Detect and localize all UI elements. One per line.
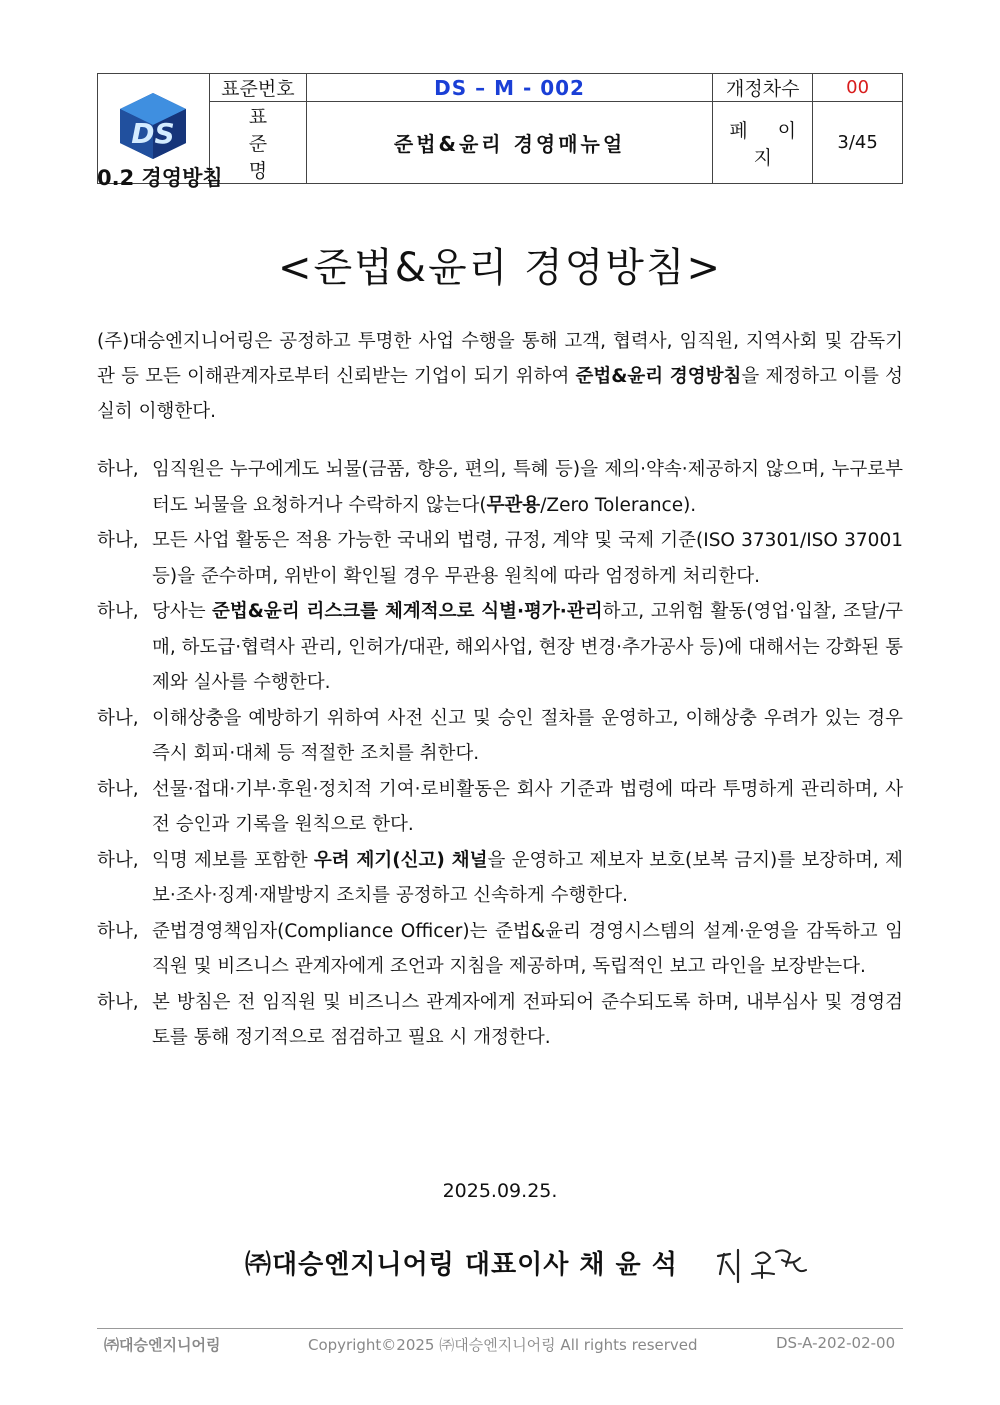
clause-text-end: 하고, 고위험 활동(영업·입찰, 조달/구매, 하도급·협력사 관리, 인허가/대관, 해외사업, 현장 변경·추가공사 등)에 대해서는 강화된 통제와 실사를 수행한다. [152,601,903,693]
policy-clauses [97,452,903,1056]
clause-bold: 우려 제기(신고) 채널 [313,849,488,871]
intro-text-end: 을 제정하고 이를 성실히 이행한다. [97,366,904,422]
clause-text: 이해상충을 예방하기 위하여 사전 신고 및 승인 절차를 운영하고, 이해상충 우려가 있는 경우 즉시 회피·대체 등 적절한 조치를 취한다. [152,707,903,764]
clause-text: 당사는 [152,601,212,622]
signatory-line: ㈜대승엔지니어링 대표이사 채 윤 석 [245,1250,678,1280]
clause-text-end: 을 운영하고 제보자 보호(보복 금지)를 보장하며, 제보·조사·징계·재발방지 조치를 공정하고 신속하게 수행한다. [152,849,903,906]
clause-item [97,701,903,772]
clause-item [97,594,903,701]
intro-text: (주)대승엔지니어링은 공정하고 투명한 사업 수행을 통해 고객, 협력사, 임직원, 지역사회 및 감독기관 등 모든 이해관계자로부터 신뢰받는 기업이 되기 위하여 [97,331,903,387]
std-name-label: 표 준 명 [209,102,306,184]
svg-text:DS: DS [131,117,176,150]
clause-item [97,843,903,914]
policy-title: <준법&윤리 경영방침> [277,245,723,291]
intro-bold: 준법&윤리 경영방침 [575,366,742,387]
page-value: 3/45 [813,102,903,184]
std-name-value: 준법&윤리 경영매뉴얼 [306,102,713,184]
footer-copyright: Copyright©2025 ㈜대승엔지니어링 All rights reserved [308,1336,698,1354]
section-heading: 0.2 경영방침 [97,166,223,190]
clause-prefix: 하나, [97,849,139,871]
clause-prefix: 하나, [97,601,139,622]
ds-logo-icon [116,91,190,161]
clause-text: 모든 사업 활동은 적용 가능한 국내외 법령, 규정, 계약 및 국제 기준(ISO 37301/ISO 37001 등)을 준수하며, 위반이 확인될 경우 무관용 원칙에 따라 엄정하게 처리한다. [152,530,903,587]
footer-doc-code: DS-A-202-02-00 [776,1334,896,1352]
clause-text: 임직원은 누구에게도 뇌물(금품, 향응, 편의, 특혜 등)을 제의·약속·제공하지 않으며, 누구로부터도 뇌물을 요청하거나 수락하지 않는다( [152,459,903,516]
clause-bold: 무관용 [486,494,541,516]
clause-text: 선물·접대·기부·후원·정치적 기여·로비활동은 회사 기준과 법령에 따라 투명하게 관리하며, 사전 승인과 기록을 원칙으로 한다. [152,778,903,835]
clause-text-end: /Zero Tolerance). [540,494,697,516]
clause-text: 본 방침은 전 임직원 및 비즈니스 관계자에게 전파되어 준수되도록 하며, 내부심사 및 경영검토를 통해 정기적으로 점검하고 필요 시 개정한다. [152,991,903,1048]
clause-prefix: 하나, [97,778,139,800]
page-label: 페 이 지 [713,102,813,184]
clause-item [97,772,903,843]
clause-prefix: 하나, [97,707,139,729]
std-no-label: 표준번호 [209,74,306,102]
clause-prefix: 하나, [97,530,139,551]
clause-text: 익명 제보를 포함한 [152,849,314,871]
std-no-value: DS – M - 002 [306,74,713,102]
clause-item [97,452,903,523]
clause-prefix: 하나, [97,991,139,1013]
handwritten-signature-icon [712,1244,812,1290]
footer-divider [97,1328,903,1329]
intro-paragraph [97,324,903,429]
footer-company: ㈜대승엔지니어링 [104,1336,221,1354]
clause-prefix: 하나, [97,920,139,942]
clause-item [97,523,903,594]
revision-value: 00 [813,74,903,102]
clause-bold: 준법&윤리 리스크를 체계적으로 식별·평가·관리 [212,601,603,622]
clause-text: 준법경영책임자(Compliance Officer)는 준법&윤리 경영시스템의 설계·운영을 감독하고 임직원 및 비즈니스 관계자에게 조언과 지침을 제공하며, 독립적인 보고 라인을 보장받는다. [152,920,903,977]
clause-item [97,985,903,1056]
clause-item [97,914,903,985]
issue-date: 2025.09.25. [442,1180,558,1202]
clause-prefix: 하나, [97,459,139,480]
revision-label: 개정차수 [713,74,813,102]
